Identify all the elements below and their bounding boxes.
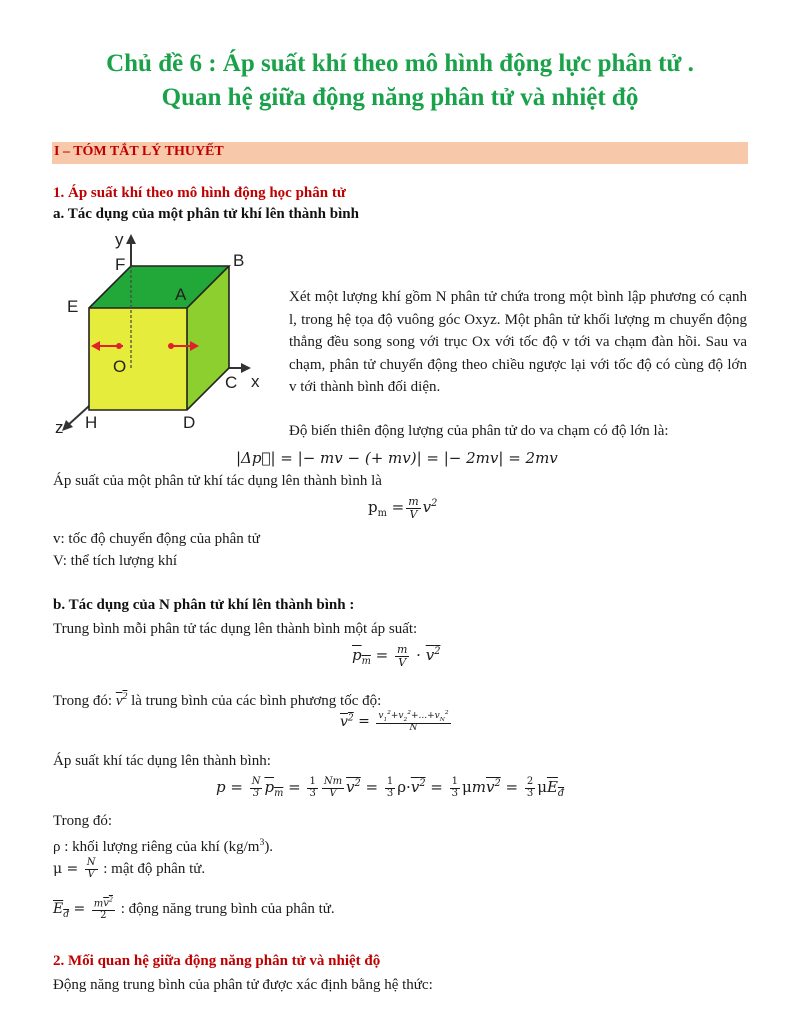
v2-bar-symbol: $v^2$ bbox=[115, 691, 128, 709]
label-A: A bbox=[175, 285, 187, 304]
part2-heading: 2. Mối quan hệ giữa động năng phân tử và nhiệt độ bbox=[53, 953, 381, 969]
part2-text: Động năng trung bình của phân tử được xác định bằng hệ thức: bbox=[53, 977, 433, 993]
rho-definition-text: ρ : khối lượng riêng của khí (kg/m bbox=[53, 839, 260, 855]
mu-formula: μ = $\frac{N}{V}$ bbox=[53, 857, 96, 880]
cube-front-face bbox=[89, 308, 187, 410]
part1b-heading: b. Tác dụng của N phân tử khí lên thành bình : bbox=[53, 597, 355, 613]
label-C: C bbox=[225, 373, 238, 392]
label-E: E bbox=[67, 297, 79, 316]
V-definition: V: thể tích lượng khí bbox=[53, 553, 178, 569]
momentum-text: Độ biến thiên động lượng của phân tử do va chạm có độ lớn là: bbox=[289, 423, 669, 439]
where-label-2: Trong đó: bbox=[53, 813, 113, 829]
label-D: D bbox=[183, 413, 196, 432]
mean-square-formula: $v^2$ = $\frac{v_1^2+v_2^2+...+v_N^2}{N}$ bbox=[340, 710, 449, 733]
ed-formula: $E_đ$ = $\frac{mv^2}{2}$ bbox=[53, 896, 113, 921]
rho-definition-end: ). bbox=[264, 839, 274, 855]
part1a-heading: a. Tác dụng của một phân tử khí lên thành bình bbox=[53, 206, 359, 222]
rho-definition bbox=[53, 832, 273, 858]
ed-definition bbox=[53, 897, 335, 926]
cube-figure bbox=[53, 230, 271, 440]
mu-definition bbox=[53, 858, 205, 880]
ed-definition-text: : động năng trung bình của phân tử. bbox=[120, 901, 335, 918]
mean-square-line bbox=[53, 686, 381, 712]
avg-pressure-formula: $p_m$ = $\frac{m}{V}$ · $v^2$ bbox=[352, 643, 441, 669]
molecule-left bbox=[116, 343, 122, 349]
single-pressure-formula: $p_m$ = $\frac{m}{V}$ $v^2$ bbox=[368, 495, 438, 521]
label-x: x bbox=[251, 372, 260, 391]
intro-paragraph: Xét một lượng khí gồm N phân tử chứa trong một bình lập phương có cạnh l, trong hệ tọa độ vuông góc Oxyz. Một phân tử khối lượng m chuyển động thẳng đều song song với trục Ox với tốc độ v tới va chạm đàn hồi. Sau va chạm, phân tử chuyển động theo chiều ngược lại với tốc độ có cùng độ lớn v tới thành bình đối diện. bbox=[289, 289, 747, 395]
avg-pressure-text: Trung bình mỗi phân tử tác dụng lên thành bình một áp suất: bbox=[53, 621, 418, 637]
section-heading: I – TÓM TẮT LÝ THUYẾT bbox=[54, 144, 224, 159]
label-F: F bbox=[115, 255, 126, 274]
gas-pressure-formula: p = $\frac{N}{3}$ $p_m$ = $\frac{1}{3}$ $\frac{Nm}{V}$ $v^2$ = $\frac{1}{3}$ $\rho\cdot v^2$ = $\frac{1}{3}$ μmv$^2$ = $\frac{2}{3}$ $\mu E_đ$ bbox=[216, 776, 565, 799]
single-pressure-text: Áp suất của một phân tử khí tác dụng lên thành bình là bbox=[53, 473, 382, 489]
section-heading-bar bbox=[52, 142, 748, 164]
where-label: Trong đó: bbox=[53, 693, 113, 709]
momentum-equation: |Δp⃗| = |− mv − (+ mv)| = |− 2mv| = 2mv bbox=[236, 449, 558, 467]
label-z: z bbox=[55, 418, 64, 437]
mean-square-text: là trung bình của các bình phương tốc độ: bbox=[131, 693, 382, 709]
part1-heading: 1. Áp suất khí theo mô hình động học phân tử bbox=[53, 185, 346, 201]
document-title-line-2: Quan hệ giữa động năng phân tử và nhiệt độ bbox=[161, 84, 639, 111]
label-O: O bbox=[113, 357, 127, 376]
label-B: B bbox=[233, 251, 245, 270]
label-H: H bbox=[85, 413, 98, 432]
v-definition: v: tốc độ chuyển động của phân tử bbox=[53, 531, 260, 547]
molecule-right bbox=[168, 343, 174, 349]
gas-pressure-text: Áp suất khí tác dụng lên thành bình: bbox=[53, 753, 271, 769]
rho-unit-exponent: 3 bbox=[259, 837, 265, 848]
document-title-line-1: Chủ đề 6 : Áp suất khí theo mô hình động lực phân tử . bbox=[106, 50, 694, 77]
label-y: y bbox=[115, 230, 124, 249]
mu-definition-text: : mật độ phân tử. bbox=[103, 861, 206, 877]
